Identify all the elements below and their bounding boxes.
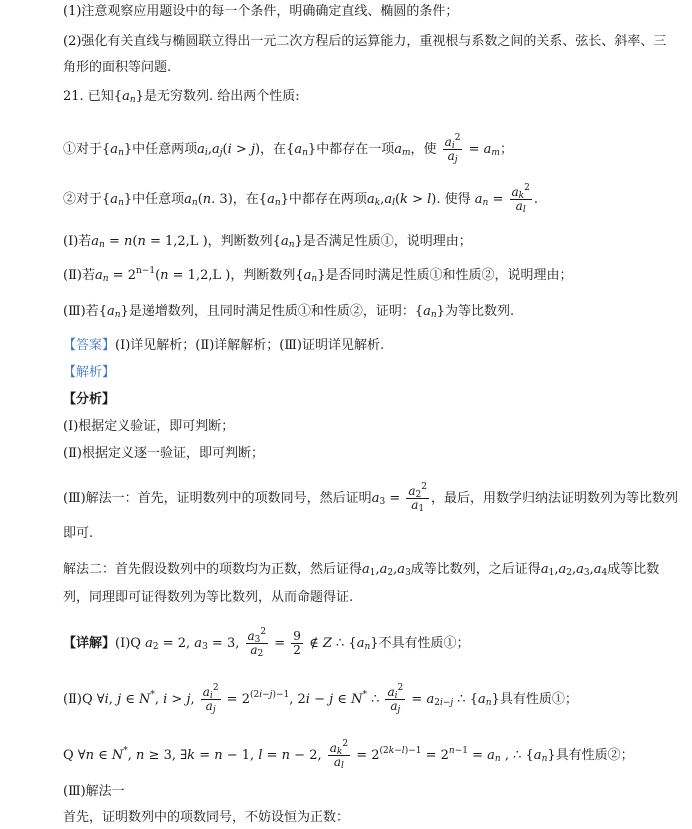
detail-line-1: 【详解】(Ⅰ)Q $a_2 = 2$, $a_3 = 3$, $\frac{a_3^2}{a_2}$ = $\frac{9}{2}$ ∉ Z ∴ $\{a_n\}$不具有性质①； xyxy=(63,627,470,659)
note-line-1: (1)注意观察应用题设中的每一个条件，明确确定直线、椭圆的条件； xyxy=(63,4,459,19)
answer-line: 【答案】(Ⅰ)详见解析；(Ⅱ)详解解析；(Ⅲ)证明详见解析. xyxy=(63,338,385,353)
analysis-line-1: (Ⅰ)根据定义验证，即可判断； xyxy=(63,419,235,434)
property-2: ②对于$\{a_n\}$中任意项$a_n(n$. 3)，在$\{a_n\}$中都存在两项$a_k,a_l(k > l)$. 使得 $a_n$ = $\frac{a_k^2}{a_l}$ . xyxy=(63,183,538,215)
note-line-2: (2)强化有关直线与椭圆联立得出一元二次方程后的运算能力，重视根与系数之间的关系、弦长、斜率、三 xyxy=(63,34,667,49)
property-1: ①对于$\{a_n\}$中任意两项$a_i,a_j(i > j)$，在$\{a_n\}$中都存在一项$a_m$，使 $\frac{a_i^2}{a_j}$ = $a_m$； xyxy=(63,133,513,165)
detail-line-4: (Ⅲ)解法一 xyxy=(63,784,125,799)
analysis-line-3b: 即可. xyxy=(63,526,94,541)
note-line-3: 角形的面积等问题. xyxy=(63,60,172,75)
sub-question-2: (Ⅱ)若$a_n = 2^{n-1}(n = 1,2,L$ )，判断数列$\{a_n\}$是否同时满足性质①和性质②，说明理由； xyxy=(63,266,573,284)
detail-tag: 【详解】 xyxy=(63,636,116,651)
detail-line-3: Q ∀n ∈ N*, n ≥ 3, ∃k = n − 1, l = n − 2, $\frac{a_k^2}{a_l}$ = $2^{(2k-l)-1} = 2^{n-1} = a_n$ , ∴ $\{a_n\}$具有性质②； xyxy=(63,739,634,771)
answer-tag: 【答案】 xyxy=(63,338,116,353)
detail-line-2: (Ⅱ)Q ∀i, j ∈ N*, i > j, $\frac{a_i^2}{a_j}$ = $2^{(2i-j)-1}$, 2i − j ∈ N* ∴ $\frac{a_i^2}{a_j}$ = $a_{2i-j}$ ∴ $\{a_n\}$具有性质①； xyxy=(63,683,578,715)
analysis-line-2: (Ⅱ)根据定义逐一验证，即可判断； xyxy=(63,446,264,461)
analysis-line-3: (Ⅲ)解法一：首先，证明数列中的项数同号，然后证明$a_3$ = $\frac{a_2^2}{a_1}$ ，最后，用数学归纳法证明数列为等比数列 xyxy=(63,482,678,514)
method-2-line-1: 解法二：首先假设数列中的项数均为正数，然后证得$a_1,a_2,a_3$成等比数列，之后证得$a_1,a_2,a_3,a_4$成等比数 xyxy=(63,562,660,578)
sub-question-3: (Ⅲ)若$\{a_n\}$是递增数列，且同时满足性质①和性质②，证明：$\{a_n\}$为等比数列. xyxy=(63,304,515,320)
detail-line-5: 首先，证明数列中的项数同号，不妨设恒为正数： xyxy=(63,810,350,825)
method-2-line-2: 列，同理即可证得数列为等比数列，从而命题得证. xyxy=(63,590,354,605)
sub-question-1: (Ⅰ)若$a_n = n(n = 1,2,L$ )，判断数列$\{a_n\}$是否满足性质①，说明理由； xyxy=(63,234,472,250)
fenxi-tag: 【分析】 xyxy=(63,392,116,407)
analysis-tag: 【解析】 xyxy=(63,365,116,380)
question-21-intro: 21. 已知$\{a_n\}$是无穷数列. 给出两个性质: xyxy=(63,89,300,105)
